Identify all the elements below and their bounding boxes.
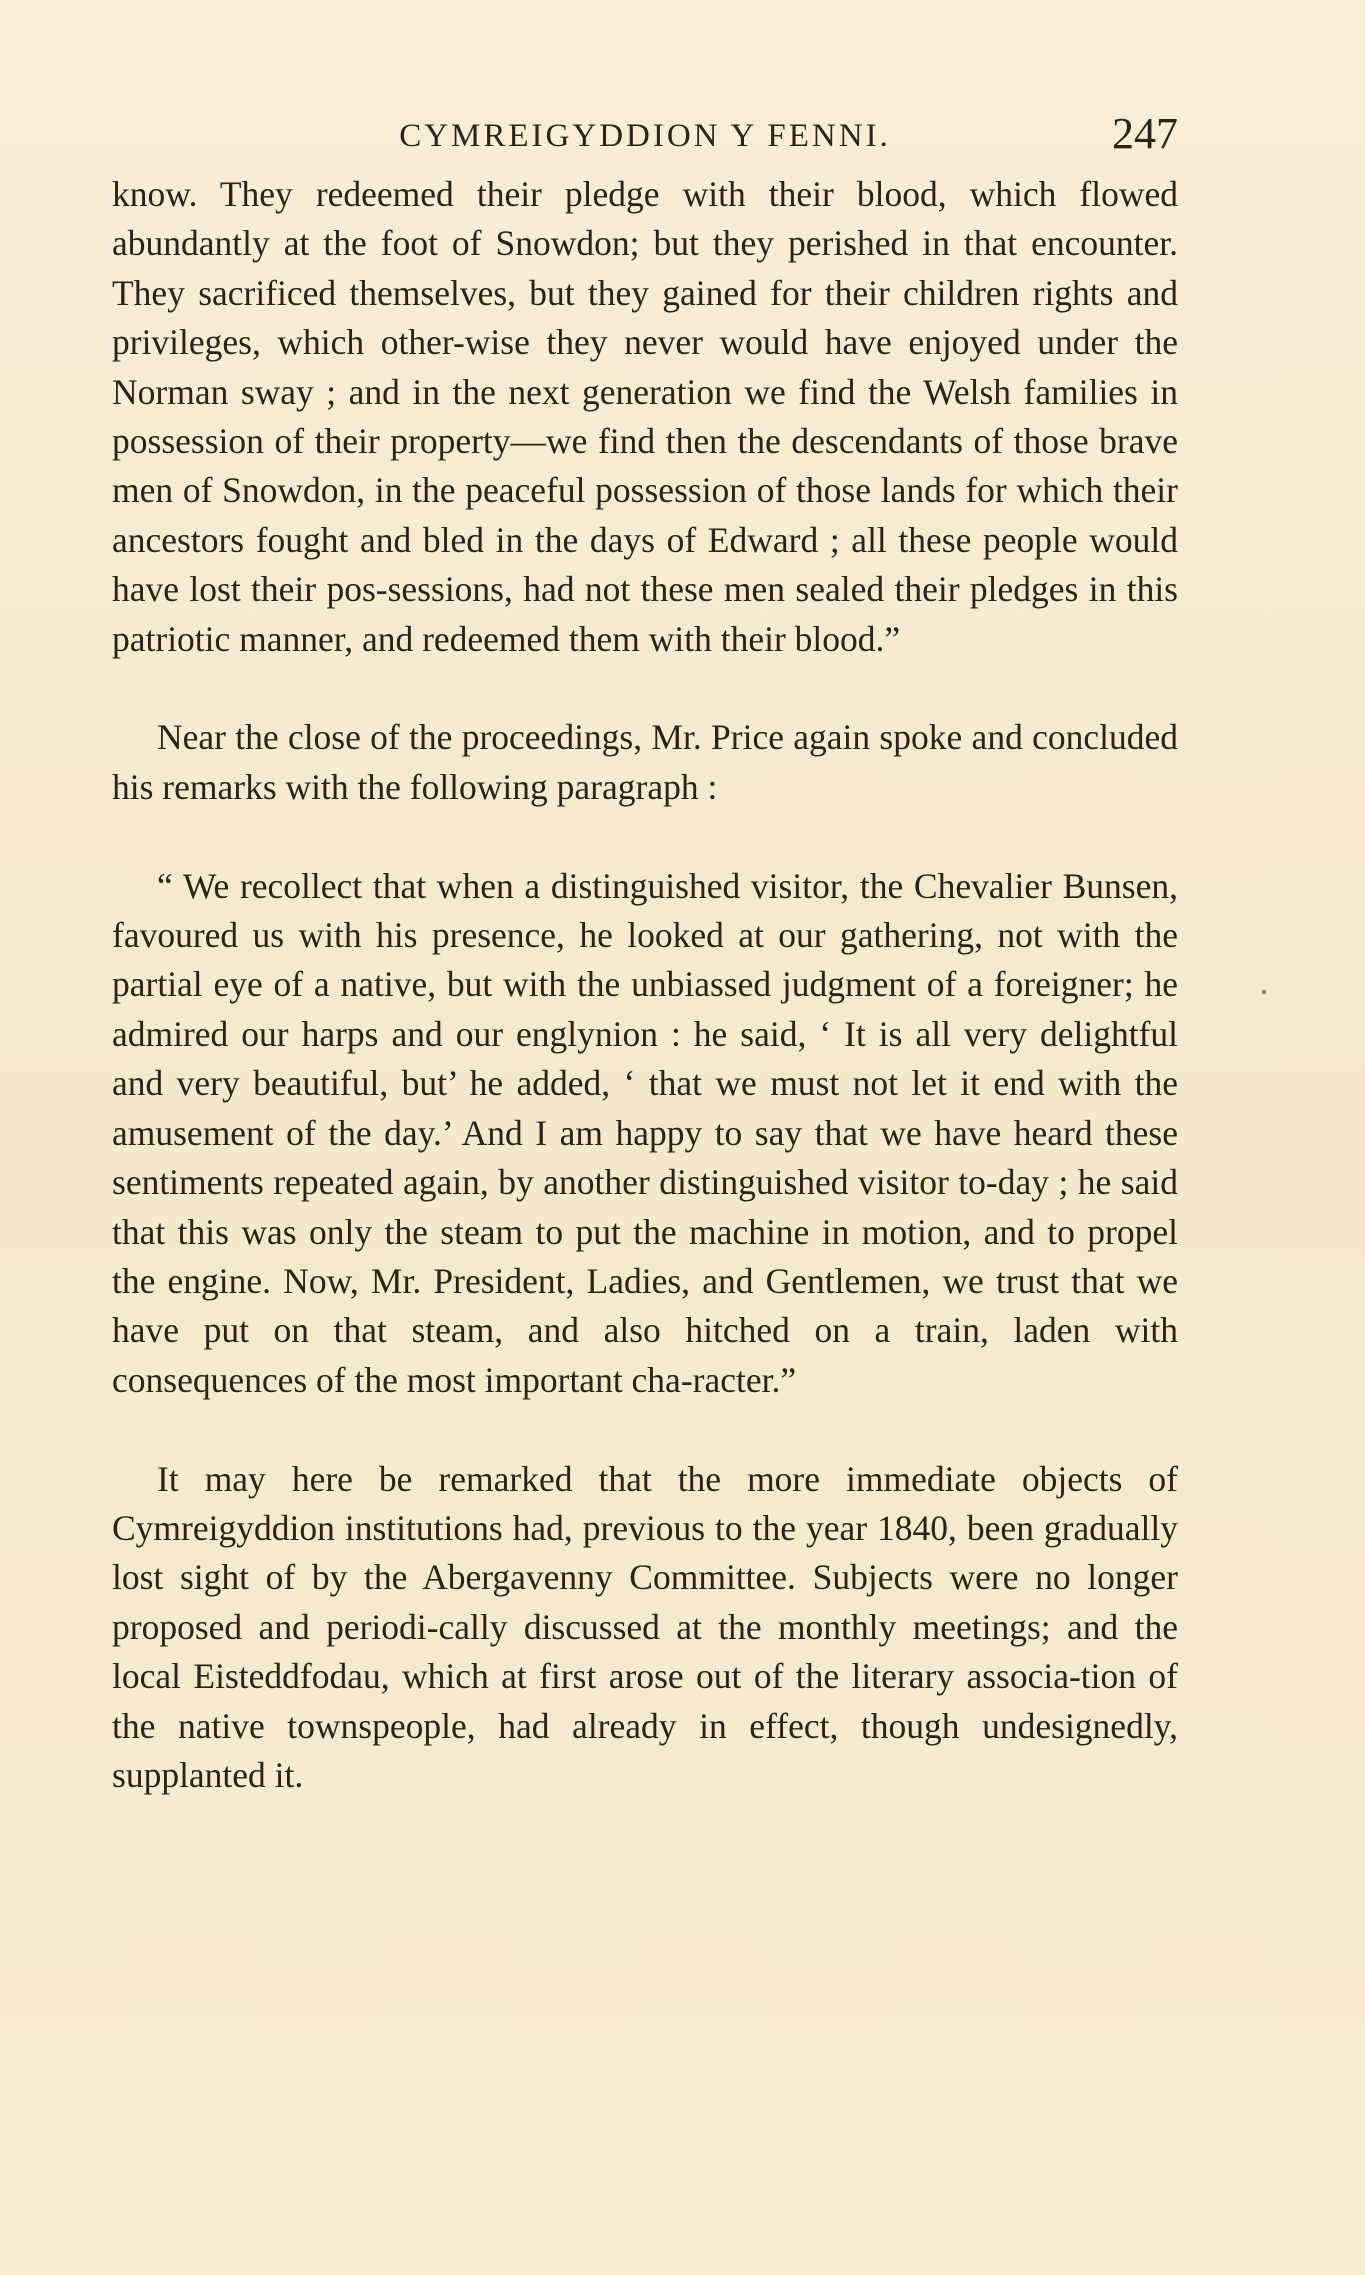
- paragraph-price-quote: “ We recollect that when a distinguished visitor, the Chevalier Bunsen, favoured us with his presence, he looked at our gathering, not with the partial eye of a native, but with the unbiassed judgment of a foreigner; he admired our harps and our englynion : he said, ‘ It is all very delightful and very beautiful, but’ he added, ‘ that we must not let it end with the amusement of the day.’ And I am happy to say that we have heard these sentiments repeated again, by another distinguished visitor to-day ; he said that this was only the steam to put the machine in motion, and to propel the engine. Now, Mr. President, Ladies, and Gentlemen, we trust that we have put on that steam, and also hitched on a train, laden with consequences of the most important cha-racter.”: [112, 865, 1178, 1400]
- paragraph-remark: It may here be remarked that the more immediate objects of Cymreigyddion institutions had, previous to the year 1840, been gradually lost sight of by the Abergavenny Committee. Subjects were no longer proposed and periodi-cally discussed at the monthly meetings; and the local Eisteddfodau, which at first arose out of the literary associa-tion of the native townspeople, had already in effect, though undesignedly, supplanted it.: [112, 1458, 1178, 1795]
- paragraph-proceedings: Near the close of the proceedings, Mr. Price again spoke and concluded his remarks with the following paragraph :: [112, 717, 1178, 807]
- page-number: 247: [1112, 109, 1178, 158]
- body-text: [112, 170, 1178, 1800]
- running-title: CYMREIGYDDION Y FENNI.: [399, 118, 891, 154]
- running-head: [112, 108, 1178, 168]
- ink-speck: [1262, 990, 1266, 994]
- paragraph-continued-quote: know. They redeemed their pledge with their blood, which flowed abundantly at the foot of Snowdon; but they perished in that encounter. They sacrificed themselves, but they gained for their children rights and privileges, which other-wise they never would have enjoyed under the Norman sway ; and in the next generation we find the Welsh families in possession of their property—we find then the descendants of those brave men of Snowdon, in the peaceful possession of those lands for which their ancestors fought and bled in the days of Edward ; all these people would have lost their pos-sessions, had not these men sealed their pledges in this patriotic manner, and redeemed them with their blood.”: [112, 174, 1178, 659]
